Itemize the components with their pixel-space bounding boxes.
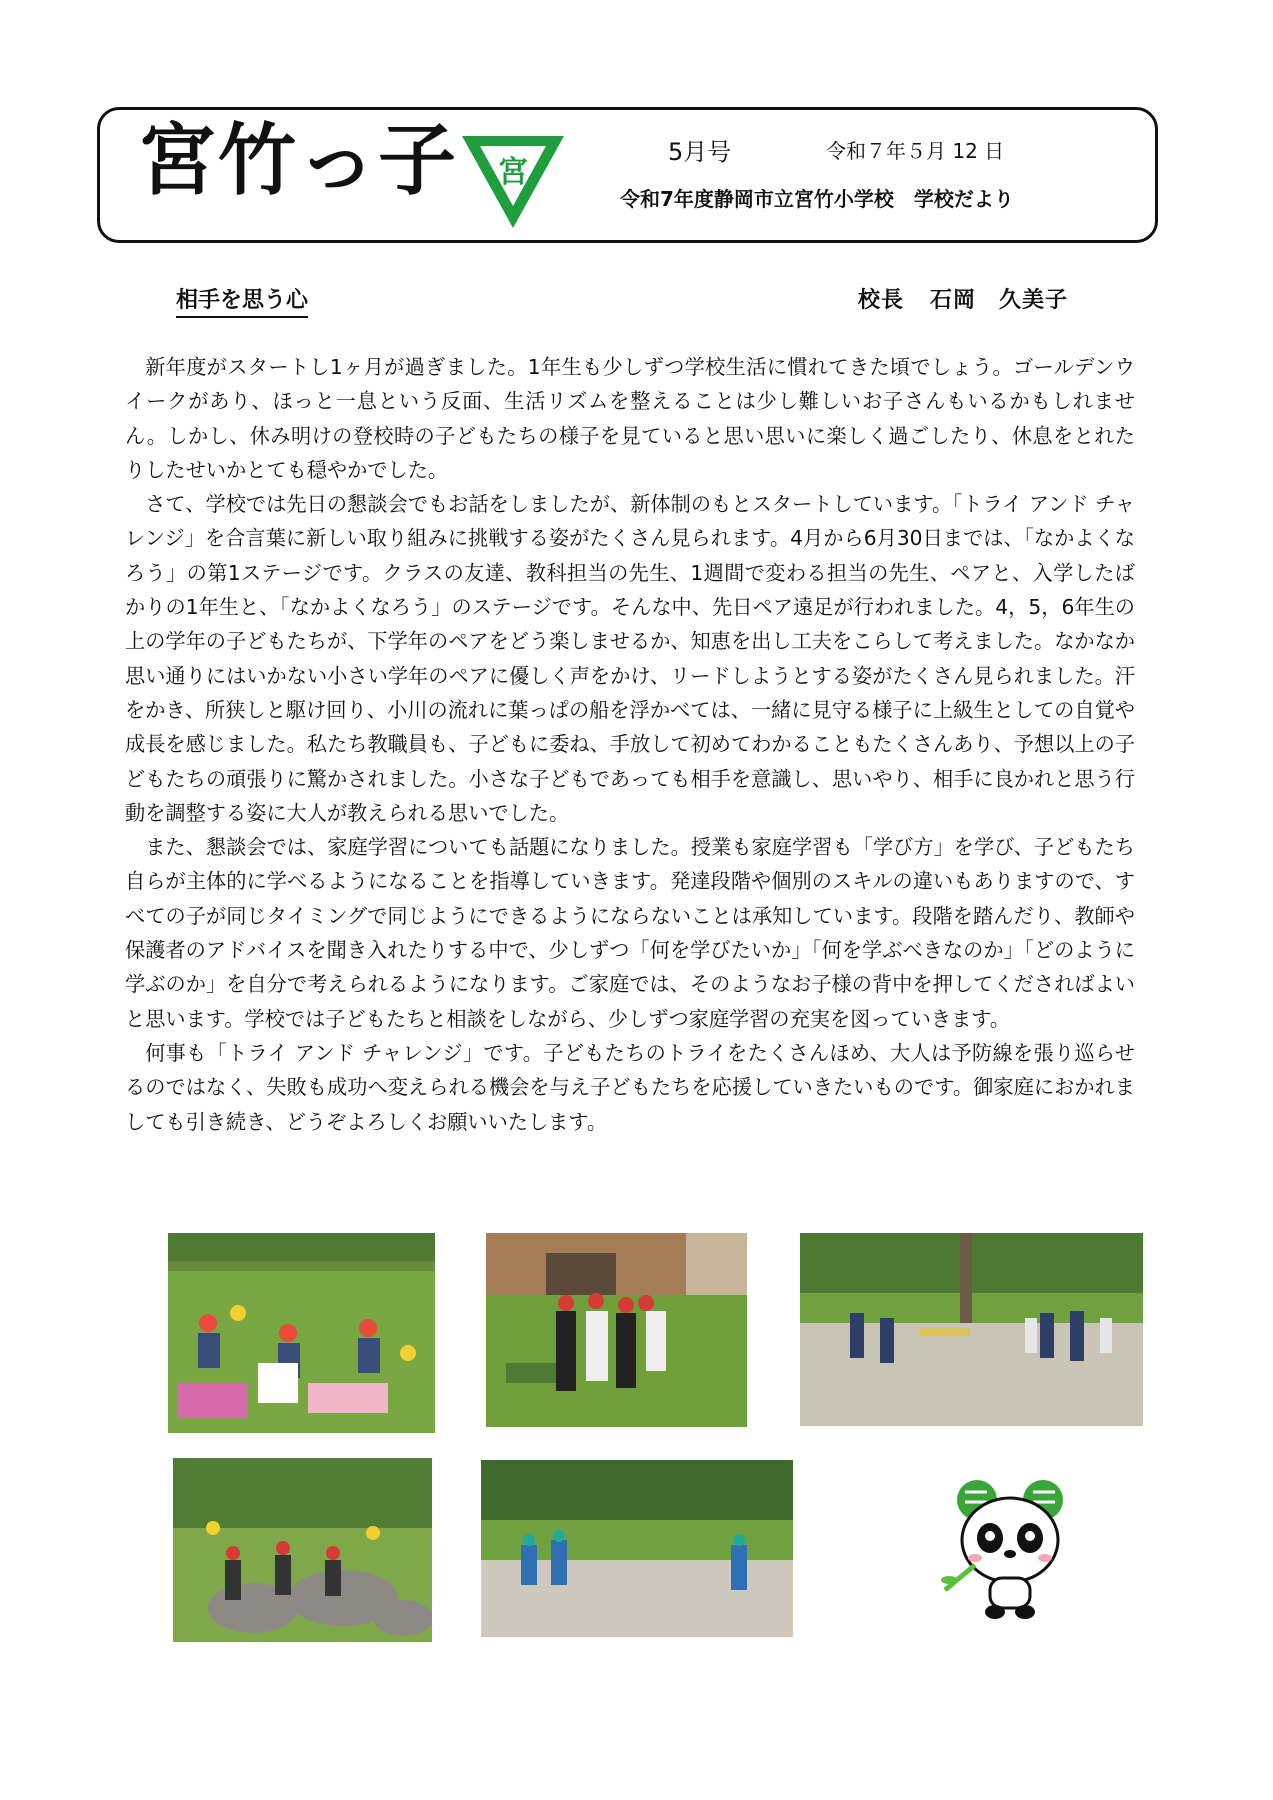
- paragraph-1: 新年度がスタートし1ヶ月が過ぎました。1年生も少しずつ学校生活に慣れてきた頃でしょう。ゴールデンウイークがあり、ほっと一息という反面、生活リズムを整えることは少し難しいお子さんもいるかもしれません。しかし、休み明けの登校時の子どもたちの様子を見ていると思い思いに楽しく過ごしたり、休息をとれたりしたせいかとても穏やかでした。: [125, 355, 1135, 482]
- paragraph-3: また、懇談会では、家庭学習についても話題になりました。授業も家庭学習も「学び方」を学び、子どもたち自らが主体的に学べるようになることを指導していきます。発達段階や個別のスキルの違いもありますので、すべての子が同じタイミングで同じようにできるようにならないことは承知しています。段階を踏んだり、教師や保護者のアドバイスを聞き入れたりする中で、少しずつ「何を学びたいか」「何を学ぶべきなのか」「どのように学ぶのか」を自分で考えられるようになります。ご家庭では、そのようなお子様の背中を押してくださればよいと思います。学校では子どもたちと相談をしながら、少しずつ家庭学習の充実を図っていきます。: [125, 835, 1135, 1031]
- article-body: [125, 350, 1135, 1139]
- photo-playground: [481, 1460, 793, 1637]
- author-name: 石岡 久美子: [930, 288, 1069, 313]
- author-role: 校長: [858, 288, 905, 313]
- author-line: [858, 283, 1068, 314]
- emblem-character: 宮: [498, 155, 528, 190]
- newsletter-title: 宮竹っ子: [138, 116, 459, 206]
- photo-picnic: [168, 1233, 435, 1433]
- school-emblem-icon: [458, 132, 568, 232]
- paragraph-4: 何事も「トライ アンド チャレンジ」です。子どもたちのトライをたくさんほめ、大人は予防線を張り巡らせるのではなく、失敗も成功へ変えられる機会を与え子どもたちを応援していきたいものです。御家庭におかれましても引き続き、どうぞよろしくお願いいたします。: [125, 1040, 1135, 1134]
- article-title: 相手を思う心: [176, 283, 308, 318]
- photo-group-building: [486, 1233, 747, 1427]
- issue-date: 令和７年５月 12 日: [826, 139, 1005, 163]
- issue-label: 5月号: [668, 138, 732, 166]
- paragraph-2: さて、学校では先日の懇談会でもお話をしましたが、新体制のもとスタートしています。「トライ アンド チャレンジ」を合言葉に新しい取り組みに挑戦する姿がたくさん見られます。4月から6月30日までは、「なかよくなろう」の第1ステージです。クラスの友達、教科担当の先生、1週間で変わる担当の先生、ペアと、入学したばかりの1年生と、「なかよくなろう」のステージです。そんな中、先日ペア遠足が行われました。4，5，6年生の上の学年の子どもたちが、下学年のペアをどう楽しませるか、知恵を出し工夫をこらして考えました。なかなか思い通りにはいかない小さい学年のペアに優しく声をかけ、リードしようとする姿がたくさん見られました。汗をかき、所狭しと駆け回り、小川の流れに葉っぱの船を浮かべては、一緒に見守る様子に上級生としての自覚や成長を感じました。私たち教職員も、子どもに委ね、手放して初めてわかることもたくさんあり、予想以上の子どもたちの頑張りに驚かされました。小さな子どもであっても相手を意識し、思いやり、相手に良かれと思う行動を調整する姿に大人が教えられる思いでした。: [125, 492, 1135, 825]
- panda-mascot-icon: [935, 1470, 1085, 1620]
- photo-park-trees: [800, 1233, 1143, 1426]
- school-name-line: 令和7年度静岡市立宮竹小学校 学校だより: [620, 187, 1014, 211]
- photo-rocks: [173, 1458, 432, 1642]
